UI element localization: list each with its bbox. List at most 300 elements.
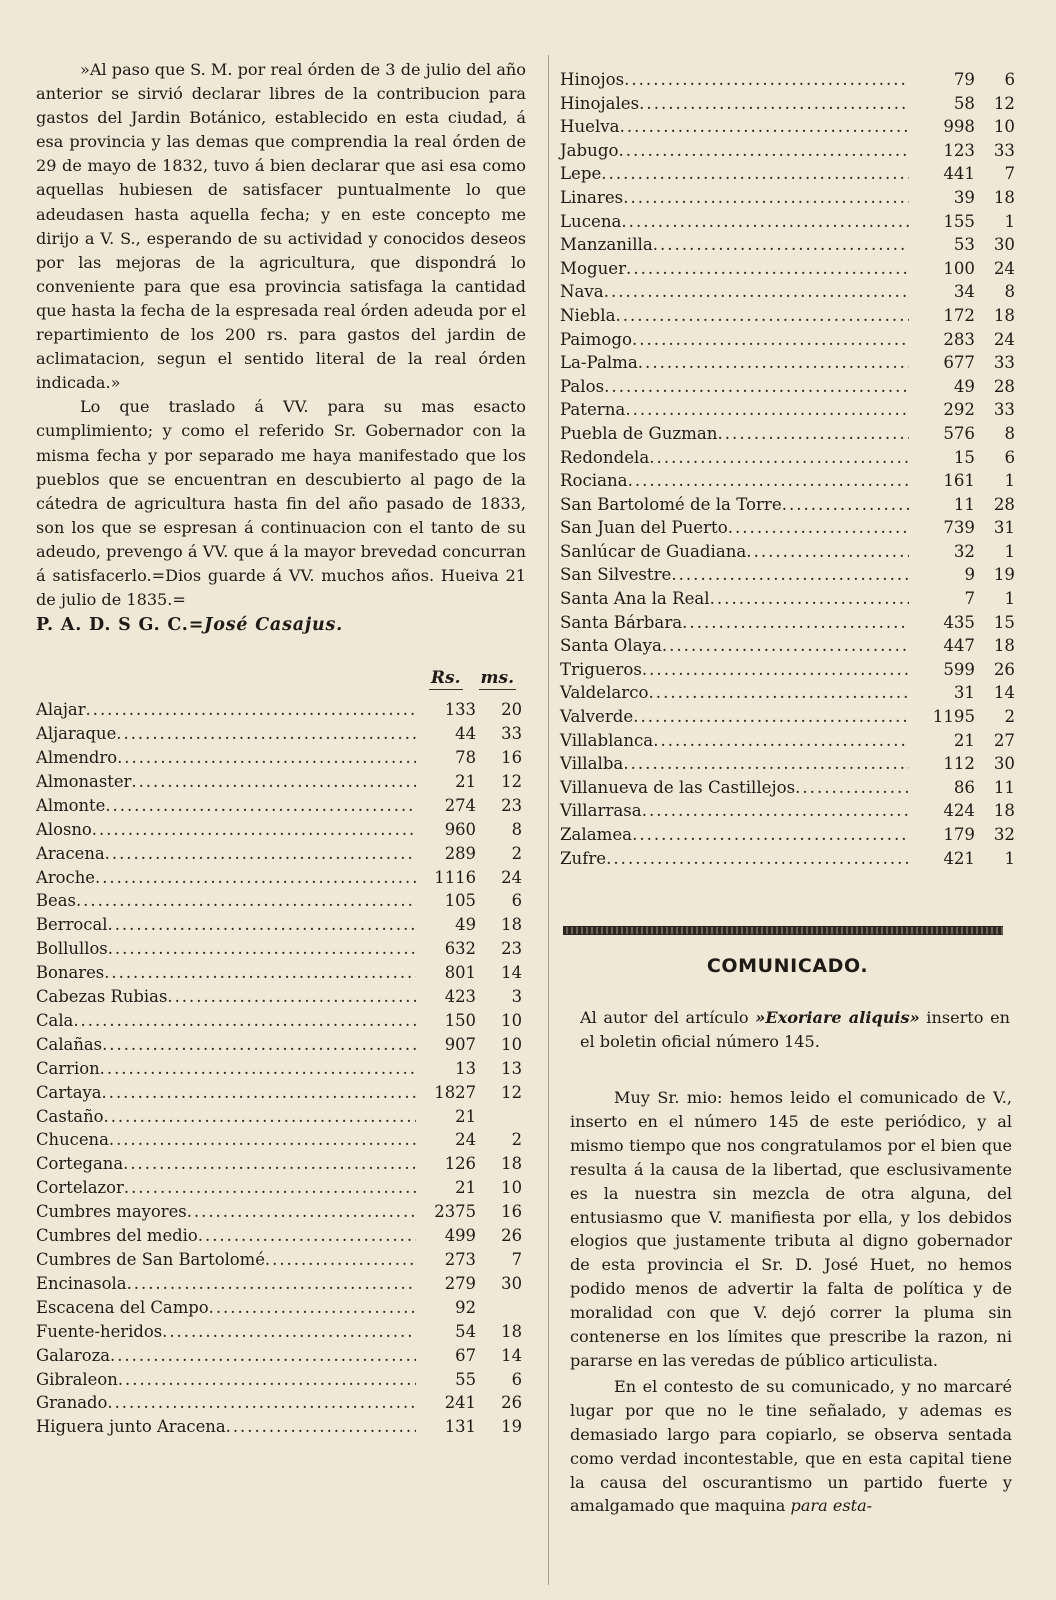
amount-reales: 447: [943, 636, 975, 656]
town-name: Cumbres mayores: [36, 1202, 187, 1222]
town-name: Higuera junto Aracena: [36, 1417, 226, 1437]
amount-reales: 21: [455, 771, 476, 791]
town-name: Berrocal: [36, 915, 108, 935]
amount-reales: 435: [943, 612, 975, 632]
leader-dots: [718, 422, 910, 446]
table-row: [560, 186, 1015, 210]
table-row: [560, 162, 1015, 186]
amount-maravedis: 30: [993, 235, 1015, 255]
amount-maravedis: 10: [501, 1010, 522, 1030]
table-row: [560, 681, 1015, 705]
amount-maravedis: 23: [501, 939, 522, 959]
leader-dots: [682, 611, 909, 635]
amount-reales: 241: [444, 1393, 476, 1413]
table-row: [36, 1200, 526, 1224]
table-row: [36, 842, 526, 866]
table-row: [36, 1368, 526, 1392]
table-row: [560, 115, 1015, 139]
leader-dots: [86, 698, 416, 722]
amount-maravedis: 26: [501, 1393, 522, 1413]
leader-dots: [117, 746, 416, 770]
leader-dots: [127, 1272, 416, 1296]
table-row: [36, 698, 526, 722]
amount-reales: 424: [943, 801, 975, 821]
letter-paragraph-2: Lo que traslado á VV. para su mas esacto cumplimiento; y como el referido Sr. Gobernador con la misma fecha y por separado me haya manifestado que los pueblos que se encuentran en descubierto al pago de la cátedra de agricultura hasta fin del año pasado de 1833, son los que se espresan á continuacion con el tanto de su adeudo, prevengo á VV. que á la mayor brevedad concurran á satisfacerlo.=Dios guarde á VV. muchos años. Hueiva 21 de julio de 1835.=: [36, 397, 526, 610]
leader-dots: [746, 540, 909, 564]
town-name: Bollullos: [36, 939, 108, 959]
intro-article-title: »Exoriare aliquis»: [755, 1008, 920, 1027]
town-name: San Bartolomé de la Torre: [560, 494, 782, 514]
comunicado-paragraph-2-text: En el contesto de su comunicado, y no marcaré lugar por que no le tine señalado, y ademas es demasiado largo para copiarlo, se observa sentada como verdad incontestable, que en esta capital tiene la causa del oscurantismo un partido fuerte y amalgamado que maquina: [570, 1376, 1012, 1516]
amount-maravedis: 18: [993, 636, 1015, 656]
amount-reales: 677: [943, 353, 975, 373]
town-name: Villablanca: [560, 730, 654, 750]
amount-reales: 283: [943, 329, 975, 349]
amount-reales: 21: [455, 1178, 476, 1198]
amount-maravedis: 10: [501, 1178, 522, 1198]
amount-maravedis: 26: [501, 1226, 522, 1246]
leader-dots: [623, 752, 909, 776]
amount-maravedis: 19: [501, 1417, 522, 1437]
amount-maravedis: 10: [993, 117, 1015, 137]
table-header: [36, 664, 516, 690]
town-name: Lepe: [560, 164, 602, 184]
town-name: San Juan del Puerto: [560, 518, 728, 538]
signature-initials: P. A. D. S G. C.=: [36, 615, 205, 636]
leader-dots: [226, 1415, 416, 1439]
table-row: [560, 611, 1015, 635]
amount-maravedis: 19: [993, 565, 1015, 585]
amount-reales: 907: [444, 1034, 476, 1054]
amount-maravedis: 33: [993, 353, 1015, 373]
table-row: [36, 1248, 526, 1272]
comunicado-paragraph-2: [570, 1375, 1012, 1518]
town-name: Redondela: [560, 447, 650, 467]
amount-reales: 49: [953, 376, 975, 396]
amount-reales: 739: [943, 518, 975, 538]
town-name: Escacena del Campo: [36, 1297, 209, 1317]
amount-reales: 2375: [434, 1202, 476, 1222]
amount-maravedis: 18: [501, 915, 522, 935]
town-name: Cabezas Rubias: [36, 987, 168, 1007]
leader-dots: [76, 889, 416, 913]
table-row: [36, 985, 526, 1009]
amount-maravedis: 26: [993, 659, 1015, 679]
amount-reales: 155: [943, 211, 975, 231]
leader-dots: [642, 799, 909, 823]
table-row: [36, 1128, 526, 1152]
town-name: Aroche: [36, 867, 95, 887]
table-row: [36, 1057, 526, 1081]
town-name: Castaño: [36, 1106, 104, 1126]
amount-maravedis: 24: [993, 258, 1015, 278]
amount-maravedis: 28: [993, 376, 1015, 396]
town-name: Beas: [36, 891, 76, 911]
amount-maravedis: 6: [511, 1369, 522, 1389]
amount-maravedis: 6: [1004, 70, 1015, 89]
table-row: [560, 516, 1015, 540]
amount-reales: 9: [964, 565, 975, 585]
amount-reales: 34: [953, 282, 975, 302]
town-name: Puebla de Guzman: [560, 423, 718, 443]
town-name: Cumbres del medio: [36, 1226, 198, 1246]
amount-maravedis: 33: [993, 400, 1015, 420]
table-row: [560, 587, 1015, 611]
leader-dots: [626, 257, 909, 281]
table-row: [560, 328, 1015, 352]
signature-name: José Casajus.: [204, 615, 344, 636]
town-name: Santa Olaya: [560, 636, 662, 656]
town-name: Zalamea: [560, 825, 633, 844]
table-row: [36, 1344, 526, 1368]
leader-dots: [795, 776, 909, 800]
leader-dots: [621, 210, 909, 234]
header-rs: Rs.: [430, 668, 461, 689]
amount-reales: 53: [953, 235, 975, 255]
town-name: Jabugo: [560, 140, 619, 160]
amount-reales: 131: [444, 1417, 476, 1437]
leader-dots: [116, 722, 416, 746]
leader-dots: [653, 233, 909, 257]
leader-dots: [639, 92, 909, 116]
table-row: [560, 540, 1015, 564]
town-name: Rociana: [560, 471, 628, 491]
table-row: [560, 493, 1015, 517]
leader-dots: [628, 469, 909, 493]
amount-reales: 7: [964, 589, 975, 609]
amount-reales: 21: [455, 1106, 476, 1126]
amount-maravedis: 18: [993, 187, 1015, 207]
amount-maravedis: 11: [993, 777, 1015, 797]
amount-reales: 123: [943, 140, 975, 160]
town-name: Carrion: [36, 1058, 100, 1078]
amount-reales: 441: [943, 164, 975, 184]
amount-reales: 150: [444, 1010, 476, 1030]
table-row: [560, 847, 1015, 871]
amount-maravedis: 27: [993, 730, 1015, 750]
table-row: [36, 913, 526, 937]
amount-maravedis: 30: [501, 1273, 522, 1293]
amount-reales: 58: [953, 93, 975, 113]
leader-dots: [633, 705, 909, 729]
leader-dots: [105, 794, 416, 818]
amount-maravedis: 13: [501, 1058, 522, 1078]
table-row: [36, 770, 526, 794]
amount-reales: 11: [953, 494, 975, 514]
town-name: Niebla: [560, 305, 616, 325]
amount-reales: 105: [444, 891, 476, 911]
town-name: Villalba: [560, 754, 624, 774]
amount-reales: 1827: [434, 1082, 476, 1102]
amount-maravedis: 14: [501, 963, 522, 983]
table-row: [560, 563, 1015, 587]
amount-reales: 39: [953, 187, 975, 207]
amount-reales: 79: [953, 70, 975, 89]
table-row: [560, 92, 1015, 116]
amount-reales: 49: [455, 915, 476, 935]
amount-maravedis: 18: [993, 801, 1015, 821]
amount-maravedis: 8: [1004, 423, 1015, 443]
town-name: San Silvestre: [560, 565, 672, 585]
town-name: Cartaya: [36, 1082, 102, 1102]
amount-maravedis: 6: [1004, 447, 1015, 467]
table-row: [36, 1415, 526, 1439]
comunicado-intro: [580, 1006, 1010, 1054]
amount-maravedis: 6: [511, 891, 522, 911]
table-row: [560, 68, 1015, 92]
leader-dots: [108, 937, 416, 961]
table-row: [36, 1224, 526, 1248]
table-row: [36, 1009, 526, 1033]
leader-dots: [92, 818, 416, 842]
amount-reales: 960: [444, 819, 476, 839]
leader-dots: [632, 823, 909, 847]
table-row: [560, 658, 1015, 682]
amount-reales: 998: [943, 117, 975, 137]
amount-reales: 24: [455, 1130, 476, 1150]
leader-dots: [110, 1344, 416, 1368]
town-name: Aracena: [36, 843, 105, 863]
leader-dots: [620, 115, 909, 139]
leader-dots: [104, 1105, 416, 1129]
column-divider: [548, 55, 549, 1585]
towns-list-left: [36, 698, 526, 1439]
amount-reales: 632: [444, 939, 476, 959]
amount-maravedis: 3: [511, 987, 522, 1007]
town-name: Valverde: [560, 707, 634, 727]
town-name: Paimogo: [560, 329, 632, 349]
amount-maravedis: 33: [993, 140, 1015, 160]
leader-dots: [618, 139, 909, 163]
amount-reales: 44: [455, 724, 476, 744]
table-row: [36, 1320, 526, 1344]
amount-maravedis: 12: [993, 93, 1015, 113]
amount-reales: 274: [444, 795, 476, 815]
leader-dots: [606, 847, 909, 871]
leader-dots: [209, 1296, 416, 1320]
amount-maravedis: 23: [501, 795, 522, 815]
town-name: Encinasola: [36, 1273, 127, 1293]
town-name: Bonares: [36, 963, 105, 983]
table-row: [560, 752, 1015, 776]
table-row: [36, 1272, 526, 1296]
table-row: [36, 794, 526, 818]
leader-dots: [649, 681, 909, 705]
amount-reales: 54: [455, 1321, 476, 1341]
amount-maravedis: 24: [501, 867, 522, 887]
amount-maravedis: 30: [993, 754, 1015, 774]
amount-reales: 423: [444, 987, 476, 1007]
table-row: [560, 446, 1015, 470]
leader-dots: [123, 1152, 416, 1176]
town-name: Gibraleon: [36, 1369, 118, 1389]
table-row: [560, 422, 1015, 446]
town-name: Huelva: [560, 117, 620, 137]
amount-maravedis: 31: [993, 518, 1015, 538]
town-name: Calañas: [36, 1034, 103, 1054]
amount-reales: 32: [953, 541, 975, 561]
table-row: [560, 304, 1015, 328]
town-name: Valdelarco: [560, 683, 649, 703]
amount-reales: 15: [953, 447, 975, 467]
amount-reales: 499: [444, 1226, 476, 1246]
leader-dots: [124, 1176, 416, 1200]
amount-reales: 599: [943, 659, 975, 679]
leader-dots: [100, 1057, 416, 1081]
table-row: [36, 961, 526, 985]
amount-reales: 86: [953, 777, 975, 797]
amount-maravedis: 15: [993, 612, 1015, 632]
amount-reales: 21: [953, 730, 975, 750]
town-name: Galaroza: [36, 1345, 110, 1365]
leader-dots: [782, 493, 909, 517]
leader-dots: [107, 1391, 416, 1415]
table-row: [36, 1152, 526, 1176]
amount-reales: 112: [943, 754, 975, 774]
leader-dots: [604, 375, 909, 399]
town-name: Hinojales: [560, 93, 640, 113]
table-row: [36, 1391, 526, 1415]
leader-dots: [649, 446, 909, 470]
letter-paragraph-1: »Al paso que S. M. por real órden de 3 de julio del año anterior se sirvió declarar libres de la contribucion para gastos del Jardin Botánico, establecido en esta ciudad, á esa provincia y las demas que comprendia la real órden de 29 de mayo de 1832, tuvo á bien declarar que asi esa como aquellas hubiesen de satisfacer puntualmente lo que adeudasen hasta aquella fecha; y en este concepto me dirijo a V. S., esperando de su actividad y conocidos deseos por las mejoras de la agricultura, que dispondrá lo conveniente para que esa provincia satisfaga la cantidad que hasta la fecha de la espresada real órden adeuda por el repartimiento de los 200 rs. para gastos del jardin de aclimatacion, segun el sentido literal de la real órden indicada.»: [36, 60, 526, 393]
amount-reales: 172: [943, 305, 975, 325]
leader-dots: [615, 304, 909, 328]
table-row: [36, 722, 526, 746]
amount-reales: 279: [444, 1273, 476, 1293]
table-row: [560, 233, 1015, 257]
leader-dots: [107, 913, 416, 937]
table-row: [560, 799, 1015, 823]
leader-dots: [632, 328, 909, 352]
intro-after: inserto en el boletin oficial número 145.: [580, 1008, 1010, 1052]
amount-reales: 273: [444, 1250, 476, 1269]
leader-dots: [265, 1248, 416, 1272]
amount-maravedis: 1: [1004, 211, 1015, 231]
leader-dots: [167, 985, 416, 1009]
amount-reales: 67: [455, 1345, 476, 1365]
leader-dots: [73, 1009, 416, 1033]
amount-maravedis: 16: [501, 747, 522, 767]
amount-reales: 576: [943, 423, 975, 443]
header-ms: ms.: [480, 668, 514, 689]
table-row: [560, 776, 1015, 800]
amount-maravedis: 7: [511, 1250, 522, 1269]
amount-maravedis: 12: [501, 1082, 522, 1102]
amount-reales: 292: [943, 400, 975, 420]
table-row: [560, 280, 1015, 304]
town-name: Fuente-heridos: [36, 1321, 163, 1341]
table-row: [36, 1176, 526, 1200]
town-name: Cumbres de San Bartolomé: [36, 1250, 265, 1269]
amount-reales: 133: [444, 700, 476, 720]
table-row: [560, 398, 1015, 422]
leader-dots: [109, 1128, 416, 1152]
comunicado-paragraph-1: Muy Sr. mio: hemos leido el comunicado de V., inserto en el número 145 de este periódico, y al mismo tiempo que nos congratulamos por el bien que resulta á la causa de la libertad, que esclusivamente es la nuestra sin mezcla de otra alguna, del entusiasmo que V. manifiesta por ella, y los debidos elogios que justamente tributa al digno gobernador de esta provincia el Sr. D. José Huet, no hemos podido menos de advertir la falta de política y de moralidad con que V. dejó correr la pluma sin contenerse en los límites que prescribe la razon, ni pararse en las veredas de público articulista.: [570, 1088, 1012, 1370]
table-row: [36, 889, 526, 913]
amount-reales: 92: [455, 1297, 476, 1317]
amount-maravedis: 1: [1004, 471, 1015, 491]
leader-dots: [728, 516, 909, 540]
town-name: Alosno: [36, 819, 92, 839]
comunicado-paragraph-2-tail: para esta-: [790, 1496, 873, 1516]
amount-maravedis: 24: [993, 329, 1015, 349]
comunicado-body: [570, 1086, 1012, 1518]
table-row: [36, 1081, 526, 1105]
leader-dots: [131, 770, 416, 794]
town-name: Zufre: [560, 848, 607, 868]
table-row: [560, 139, 1015, 163]
town-name: Chucena: [36, 1130, 109, 1150]
leader-dots: [653, 729, 909, 753]
town-name: Manzanilla: [560, 235, 653, 255]
amount-reales: 421: [943, 848, 975, 868]
amount-reales: 126: [444, 1154, 476, 1174]
leader-dots: [623, 186, 909, 210]
town-name: Trigueros: [560, 659, 642, 679]
leader-dots: [198, 1224, 416, 1248]
town-name: Villanueva de las Castillejos: [560, 777, 796, 797]
amount-reales: 1116: [434, 867, 476, 887]
table-row: [36, 1033, 526, 1057]
amount-reales: 13: [455, 1058, 476, 1078]
amount-maravedis: 2: [511, 843, 522, 863]
table-row: [560, 705, 1015, 729]
table-row: [560, 823, 1015, 847]
table-row: [36, 818, 526, 842]
amount-maravedis: 14: [993, 683, 1015, 703]
leader-dots: [102, 1081, 416, 1105]
town-name: Almonaster: [36, 771, 132, 791]
leader-dots: [104, 961, 416, 985]
town-name: Almendro: [36, 747, 118, 767]
town-name: La-Palma: [560, 353, 638, 373]
town-name: Palos: [560, 376, 605, 396]
amount-maravedis: 18: [501, 1321, 522, 1341]
amount-maravedis: 28: [993, 494, 1015, 514]
amount-maravedis: 32: [993, 825, 1015, 844]
leader-dots: [187, 1200, 416, 1224]
town-name: Aljaraque: [36, 724, 117, 744]
town-name: Villarrasa: [560, 801, 642, 821]
letter-signature: [36, 612, 526, 638]
town-name: Linares: [560, 187, 624, 207]
amount-maravedis: 2: [1004, 707, 1015, 727]
amount-reales: 1195: [932, 707, 975, 727]
amount-reales: 55: [455, 1369, 476, 1389]
table-row: [560, 257, 1015, 281]
leader-dots: [604, 280, 909, 304]
amount-reales: 100: [943, 258, 975, 278]
table-row: [36, 746, 526, 770]
amount-maravedis: 10: [501, 1034, 522, 1054]
amount-reales: 161: [943, 471, 975, 491]
amount-maravedis: 18: [993, 305, 1015, 325]
towns-list-right: [560, 68, 1015, 870]
amount-maravedis: 8: [1004, 282, 1015, 302]
amount-maravedis: 1: [1004, 589, 1015, 609]
town-name: Cala: [36, 1010, 74, 1030]
amount-maravedis: 1: [1004, 848, 1015, 868]
table-row: [560, 634, 1015, 658]
leader-dots: [105, 842, 416, 866]
leader-dots: [162, 1320, 416, 1344]
leader-dots: [662, 634, 909, 658]
town-name: Cortelazor: [36, 1178, 124, 1198]
town-name: Lucena: [560, 211, 622, 231]
town-name: Paterna: [560, 400, 626, 420]
amount-maravedis: 16: [501, 1202, 522, 1222]
town-name: Granado: [36, 1393, 108, 1413]
